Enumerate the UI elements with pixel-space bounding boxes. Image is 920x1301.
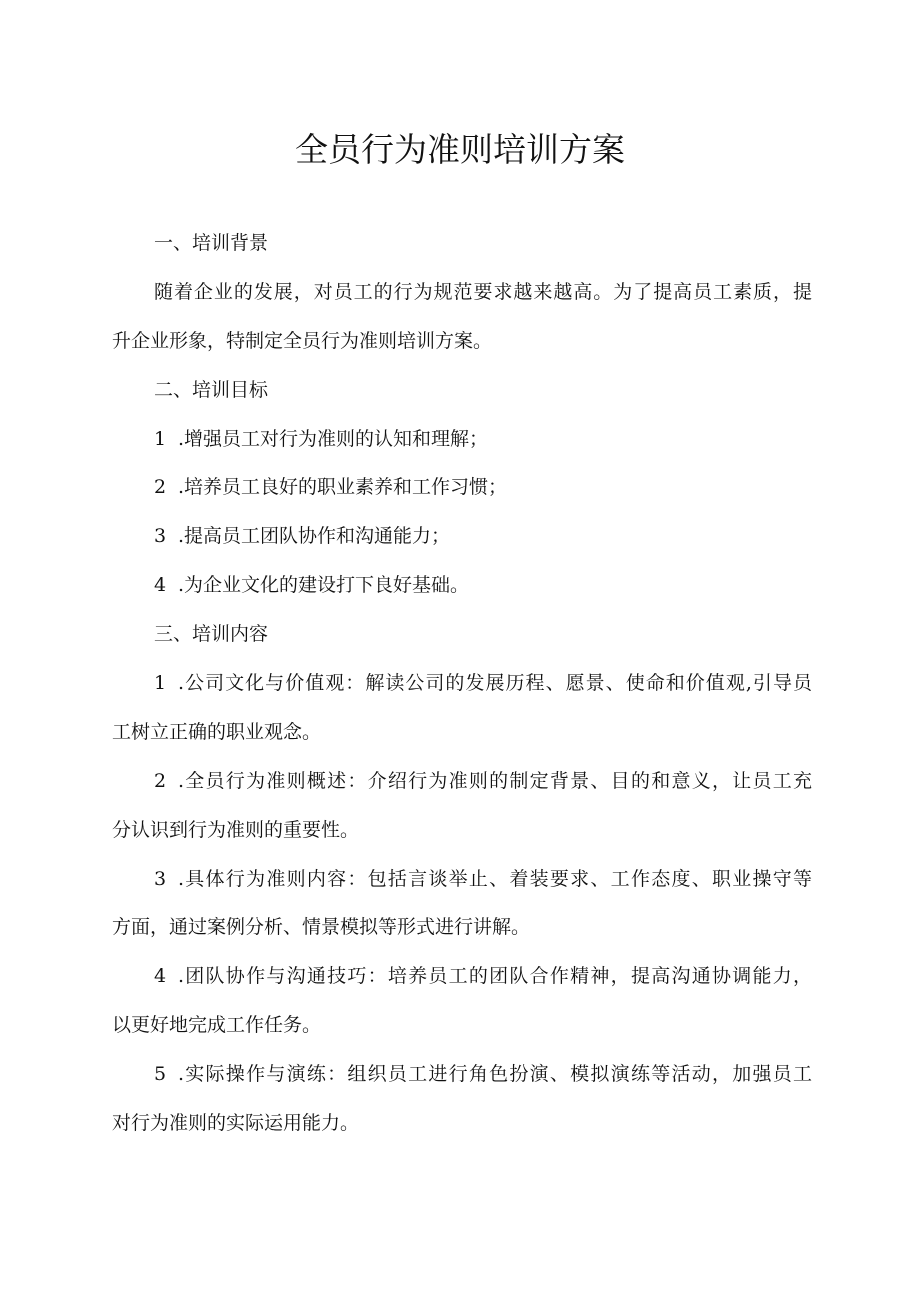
section-heading-content: 三、培训内容 (154, 623, 269, 646)
background-paragraph-line-2: 升企业形象，特制定全员行为准则培训方案。 (112, 329, 493, 352)
content-item-text: .公司文化与价值观：解读公司的发展历程、愿景、使命和价值观,引导员 (178, 672, 812, 695)
content-item-number: 3 (154, 867, 167, 890)
goal-item-text: .培养员工良好的职业素养和工作习惯； (178, 476, 508, 499)
content-item-4-line-2: 以更好地完成工作任务。 (112, 1014, 322, 1037)
content-item-number: 5 (154, 1063, 167, 1086)
content-item-text: .团队协作与沟通技巧：培养员工的团队合作精神，提高沟通协调能力， (178, 965, 812, 988)
content-item-2-line-2: 分认识到行为准则的重要性。 (112, 818, 360, 841)
goal-item-number: 1 (154, 427, 167, 450)
content-item-5-line-2: 对行为准则的实际运用能力。 (112, 1112, 360, 1135)
section-heading-background: 一、培训背景 (154, 232, 269, 254)
document-title: 全员行为准则培训方案 (295, 130, 625, 169)
content-item-5-line-1 (112, 1056, 812, 1105)
content-item-3-line-1 (112, 861, 812, 910)
content-item-text: .全员行为准则概述：介绍行为准则的制定背景、目的和意义，让员工充 (178, 769, 812, 792)
content-item-number: 4 (154, 965, 167, 988)
content-item-text: .具体行为准则内容：包括言谈举止、着装要求、工作态度、职业操守等 (178, 867, 812, 890)
goal-item-1 (112, 421, 812, 470)
content-item-4-line-1 (112, 958, 812, 1007)
content-item-number: 2 (154, 769, 167, 792)
document-body (112, 225, 812, 1154)
section-heading-goals: 二、培训目标 (154, 378, 269, 401)
content-item-1-line-2: 工树立正确的职业观念。 (112, 720, 322, 743)
goal-item-number: 3 (154, 525, 167, 548)
content-item-1-line-1 (112, 665, 812, 714)
goal-item-text: .增强员工对行为准则的认知和理解； (178, 427, 489, 450)
goal-item-2 (112, 469, 812, 518)
background-paragraph-line-1: 随着企业的发展，对员工的行为规范要求越来越高。为了提高员工素质，提 (154, 280, 812, 303)
goal-item-number: 2 (154, 476, 167, 499)
goal-item-number: 4 (154, 574, 167, 597)
content-item-3-line-2: 方面，通过案例分析、情景模拟等形式进行讲解。 (112, 916, 531, 939)
goal-item-text: .为企业文化的建设打下良好基础。 (178, 574, 470, 597)
content-item-number: 1 (154, 672, 167, 695)
goal-item-text: .提高员工团队协作和沟通能力； (178, 525, 451, 548)
goal-item-3 (112, 518, 812, 567)
goal-item-4 (112, 567, 812, 616)
content-item-2-line-1 (112, 763, 812, 812)
content-item-text: .实际操作与演练：组织员工进行角色扮演、模拟演练等活动，加强员工 (178, 1063, 812, 1086)
